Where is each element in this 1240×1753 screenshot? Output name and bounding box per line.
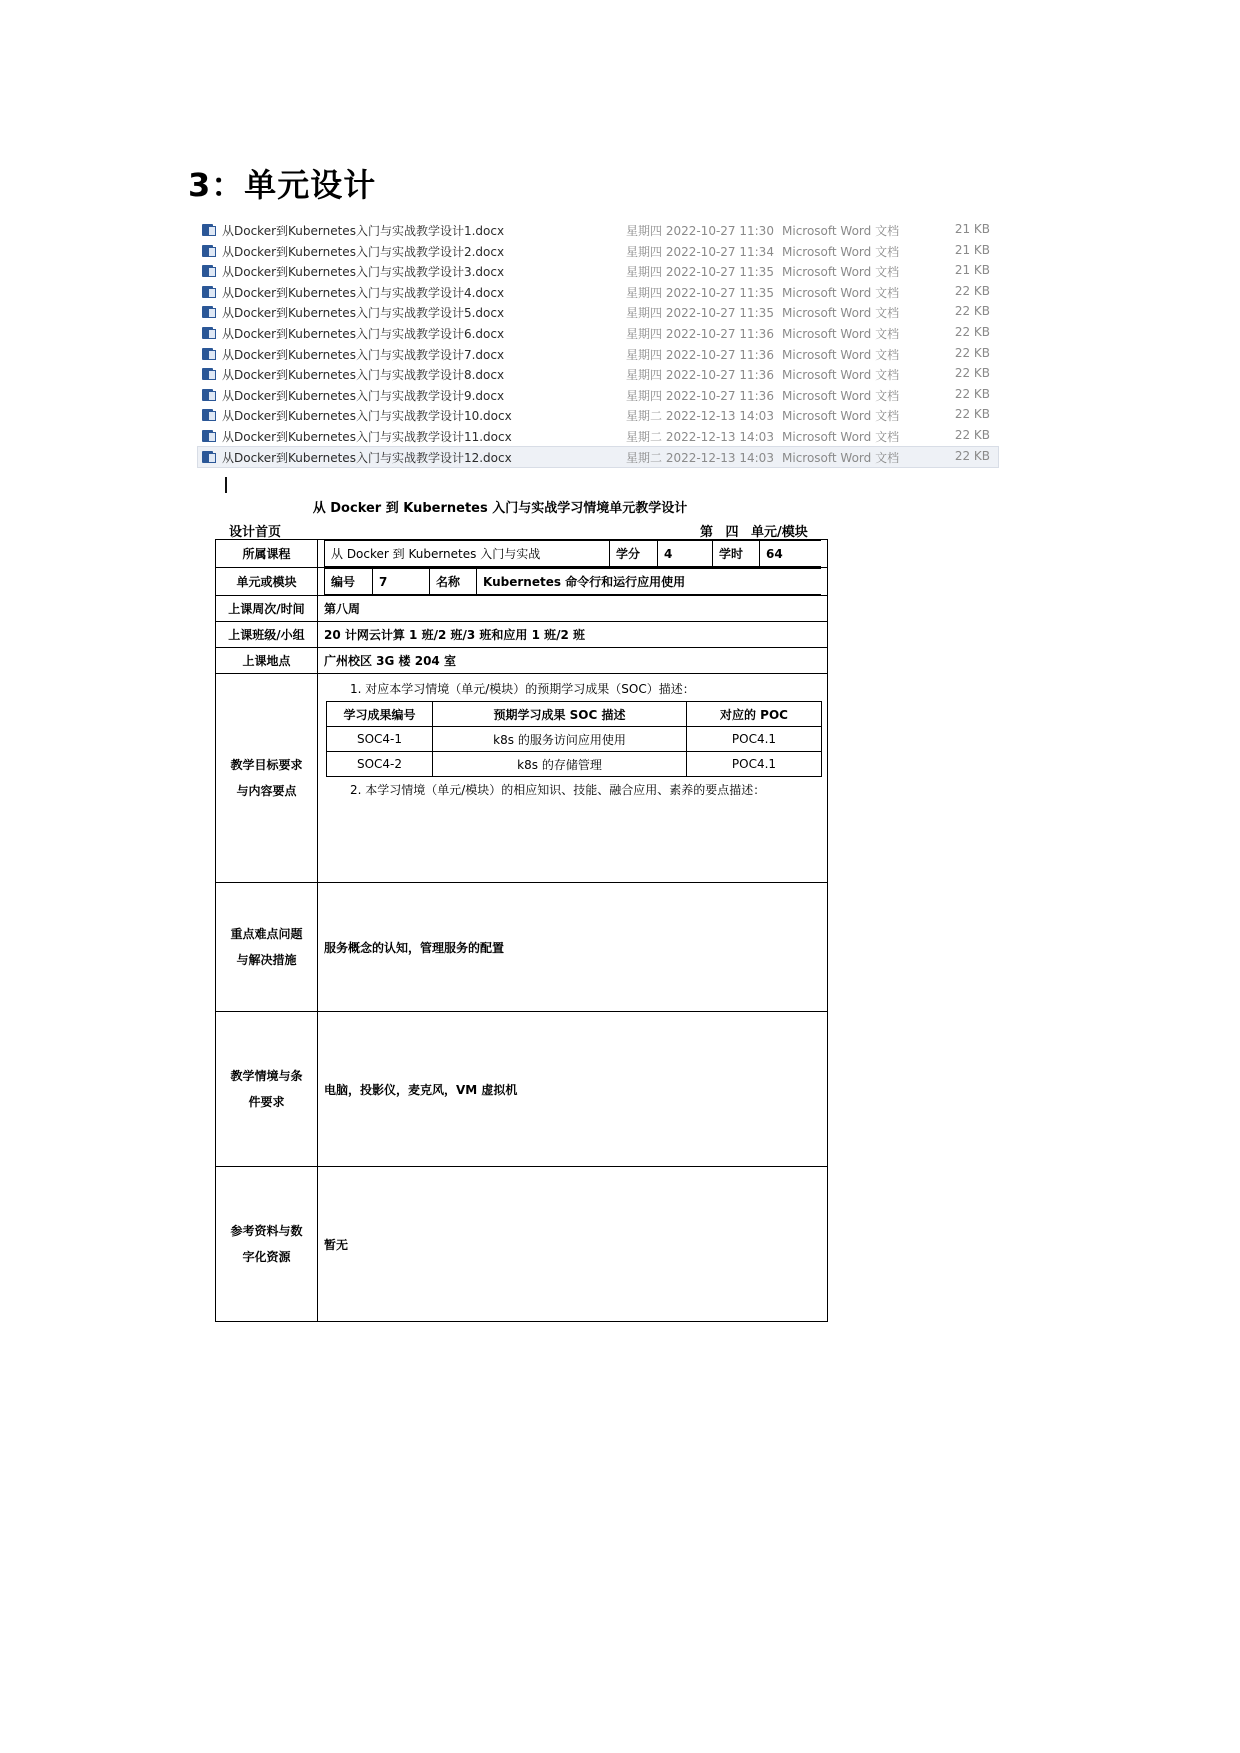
file-date: 星期四 2022-10-27 11:35	[626, 306, 774, 321]
goals-row	[216, 674, 828, 883]
soc-poc: POC4.1	[687, 752, 822, 777]
file-type: Microsoft Word 文档	[782, 306, 900, 321]
unit-module-label: 第 四 单元/模块	[700, 525, 808, 540]
soc-id: SOC4-2	[327, 752, 433, 777]
file-size: 21 KB	[954, 242, 990, 257]
soc-poc: POC4.1	[687, 727, 822, 752]
conditions-label: 教学情境与条件要求	[230, 1069, 303, 1109]
file-name: 从Docker到Kubernetes入门与实战教学设计12.docx	[222, 450, 512, 465]
goals-label: 教学目标要求与内容要点	[230, 758, 303, 798]
word-document-icon	[202, 224, 213, 236]
file-size: 22 KB	[954, 283, 990, 298]
file-type: Microsoft Word 文档	[782, 388, 900, 403]
file-size: 22 KB	[954, 427, 990, 442]
word-document-icon	[202, 306, 213, 318]
file-row[interactable]	[198, 302, 998, 323]
file-type: Microsoft Word 文档	[782, 368, 900, 383]
key-points-row	[216, 883, 828, 1012]
conditions-value: 电脑，投影仪，麦克风，VM 虚拟机	[318, 1012, 828, 1167]
file-row[interactable]	[198, 241, 998, 262]
soc-id: SOC4-1	[327, 727, 433, 752]
soc-row	[327, 752, 822, 777]
file-row[interactable]	[198, 385, 998, 406]
file-date: 星期四 2022-10-27 11:34	[626, 244, 774, 259]
course-row	[216, 540, 828, 568]
word-document-icon	[202, 245, 213, 257]
file-row[interactable]	[198, 344, 998, 365]
section-heading: 3：单元设计	[188, 166, 377, 204]
file-type: Microsoft Word 文档	[782, 285, 900, 300]
file-row[interactable]	[198, 364, 998, 385]
soc-header: 学习成果编号	[327, 702, 433, 727]
file-name: 从Docker到Kubernetes入门与实战教学设计10.docx	[222, 409, 512, 424]
file-size: 22 KB	[954, 304, 990, 319]
place-label: 上课地点	[216, 648, 318, 674]
soc-table	[326, 701, 822, 777]
file-list	[198, 220, 998, 467]
file-name: 从Docker到Kubernetes入门与实战教学设计8.docx	[222, 368, 505, 383]
file-date: 星期四 2022-10-27 11:36	[626, 368, 774, 383]
place-row	[216, 648, 828, 674]
word-document-icon	[202, 265, 213, 277]
file-type: Microsoft Word 文档	[782, 347, 900, 362]
word-document-icon	[202, 368, 213, 380]
file-date: 星期四 2022-10-27 11:35	[626, 285, 774, 300]
word-document-icon	[202, 451, 213, 463]
file-date: 星期四 2022-10-27 11:36	[626, 326, 774, 341]
file-row[interactable]	[198, 426, 998, 447]
file-size: 22 KB	[954, 448, 990, 463]
unit-row	[216, 568, 828, 596]
design-homepage-label: 设计首页	[229, 525, 282, 540]
goals-point-2: 2. 本学习情境（单元/模块）的相应知识、技能、融合应用、素养的要点描述：	[350, 783, 766, 797]
name-value: Kubernetes 命令行和运行应用使用	[477, 569, 822, 595]
course-value: 从 Docker 到 Kubernetes 入门与实战	[325, 541, 610, 567]
soc-description: k8s 的服务访问应用使用	[433, 727, 687, 752]
file-row[interactable]	[198, 220, 998, 241]
word-document-icon	[202, 327, 213, 339]
file-name: 从Docker到Kubernetes入门与实战教学设计11.docx	[222, 429, 512, 444]
hours-label: 学时	[713, 541, 760, 567]
file-type: Microsoft Word 文档	[782, 326, 900, 341]
file-date: 星期二 2022-12-13 14:03	[626, 429, 774, 444]
course-label: 所属课程	[216, 540, 318, 568]
key-points-label: 重点难点问题与解决措施	[230, 927, 303, 967]
credit-label: 学分	[610, 541, 658, 567]
soc-header: 预期学习成果 SOC 描述	[433, 702, 687, 727]
file-type: Microsoft Word 文档	[782, 450, 900, 465]
file-size: 22 KB	[954, 386, 990, 401]
key-points-value: 服务概念的认知，管理服务的配置	[318, 883, 828, 1012]
file-type: Microsoft Word 文档	[782, 429, 900, 444]
file-date: 星期四 2022-10-27 11:36	[626, 347, 774, 362]
file-name: 从Docker到Kubernetes入门与实战教学设计3.docx	[222, 265, 505, 280]
week-value: 第八周	[318, 596, 828, 622]
class-label: 上课班级/小组	[216, 622, 318, 648]
file-date: 星期四 2022-10-27 11:35	[626, 265, 774, 280]
hours-value: 64	[760, 541, 822, 567]
file-type: Microsoft Word 文档	[782, 224, 900, 238]
file-size: 22 KB	[954, 324, 990, 339]
document-title: 从 Docker 到 Kubernetes 入门与实战学习情境单元教学设计	[312, 501, 688, 516]
file-type: Microsoft Word 文档	[782, 409, 900, 424]
word-document-icon	[202, 389, 213, 401]
file-name: 从Docker到Kubernetes入门与实战教学设计6.docx	[222, 326, 505, 341]
class-row	[216, 622, 828, 648]
number-value: 7	[373, 569, 430, 595]
credit-value: 4	[658, 541, 713, 567]
file-size: 22 KB	[954, 345, 990, 360]
unit-design-table	[215, 539, 828, 1322]
file-date: 星期二 2022-12-13 14:03	[626, 450, 774, 465]
file-size: 21 KB	[954, 222, 990, 236]
name-label: 名称	[430, 569, 477, 595]
file-name: 从Docker到Kubernetes入门与实战教学设计4.docx	[222, 285, 505, 300]
file-date: 星期四 2022-10-27 11:36	[626, 388, 774, 403]
file-row[interactable]	[198, 447, 998, 468]
week-label: 上课周次/时间	[216, 596, 318, 622]
file-size: 22 KB	[954, 366, 990, 381]
references-value: 暂无	[318, 1167, 828, 1322]
file-size: 22 KB	[954, 407, 990, 422]
word-document-icon	[202, 430, 213, 442]
conditions-row	[216, 1012, 828, 1167]
file-row[interactable]	[198, 405, 998, 426]
file-size: 21 KB	[954, 263, 990, 278]
file-date: 星期二 2022-12-13 14:03	[626, 409, 774, 424]
goals-intro: 1. 对应本学习情境（单元/模块）的预期学习成果（SOC）描述：	[350, 682, 695, 696]
file-row[interactable]	[198, 261, 998, 282]
file-name: 从Docker到Kubernetes入门与实战教学设计1.docx	[222, 224, 505, 238]
word-document-icon	[202, 348, 213, 360]
word-document-icon	[202, 286, 213, 298]
soc-row	[327, 727, 822, 752]
references-label: 参考资料与数字化资源	[230, 1224, 303, 1264]
file-name: 从Docker到Kubernetes入门与实战教学设计7.docx	[222, 347, 505, 362]
unit-label: 单元或模块	[216, 568, 318, 596]
soc-description: k8s 的存储管理	[433, 752, 687, 777]
text-cursor	[225, 477, 227, 493]
references-row	[216, 1167, 828, 1322]
file-date: 星期四 2022-10-27 11:30	[626, 224, 774, 238]
soc-header: 对应的 POC	[687, 702, 822, 727]
file-name: 从Docker到Kubernetes入门与实战教学设计2.docx	[222, 244, 505, 259]
file-row[interactable]	[198, 282, 998, 303]
week-row	[216, 596, 828, 622]
word-document-icon	[202, 409, 213, 421]
file-row[interactable]	[198, 323, 998, 344]
place-value: 广州校区 3G 楼 204 室	[318, 648, 828, 674]
file-name: 从Docker到Kubernetes入门与实战教学设计5.docx	[222, 306, 505, 321]
file-type: Microsoft Word 文档	[782, 244, 900, 259]
class-value: 20 计网云计算 1 班/2 班/3 班和应用 1 班/2 班	[318, 622, 828, 648]
file-type: Microsoft Word 文档	[782, 265, 900, 280]
file-name: 从Docker到Kubernetes入门与实战教学设计9.docx	[222, 388, 505, 403]
number-label: 编号	[325, 569, 373, 595]
